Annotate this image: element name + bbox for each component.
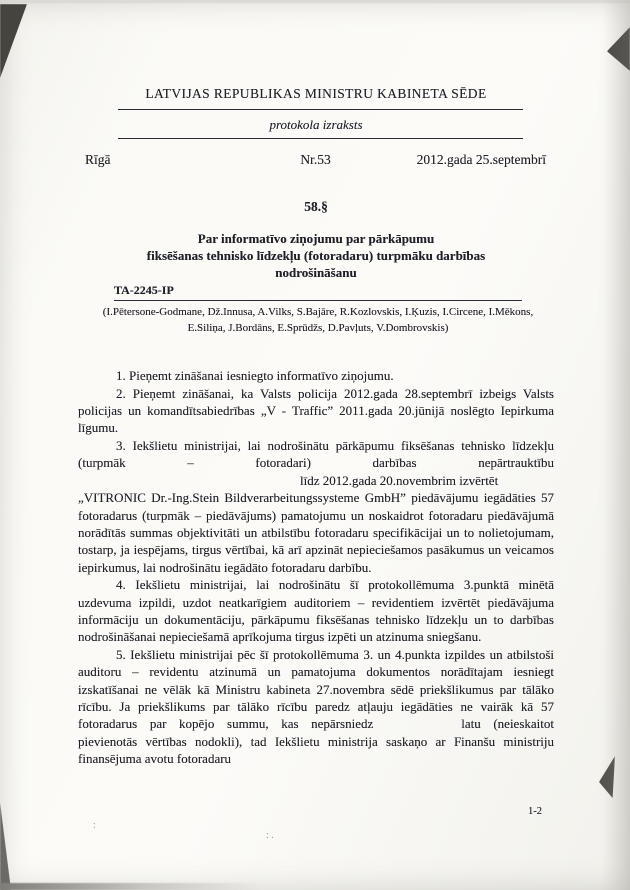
- stray-mark: :: [93, 820, 96, 831]
- page-number: 1-2: [528, 806, 542, 817]
- paragraph-2: 2. Pieņemt zināšanai, ka Valsts policija 2012.gada 28.septembrī izbeigs Valsts policijas un komandītsabiedrības „V - Traffic” 2011.gada 20.jūnijā noslēgto Iepirkuma līgumu.: [78, 385, 554, 436]
- paragraph-3-continued: „VITRONIC Dr.-Ing.Stein Bildverarbeitungssysteme GmbH” piedāvājumu iegādāties 57 fotoradarus (turpmāk – piedāvājums) pamatojumu un noskaidrot fotoradaru piedāvājumā norādītās summas objektivitāti un atbilstību fotoradaru specifikācijai un to nolietojumam, tostarp, ja iespējams, tirgus vērtībai, kā arī apzināt nepieciešamos pasākumus un veicamos iepirkumus, lai nodrošinātu iegādāto fotoradaru darbību.: [78, 490, 554, 575]
- paragraph-5: [78, 646, 554, 768]
- decision-text: [78, 367, 554, 767]
- paragraph-5-before-blank: 5. Iekšlietu ministrijai pēc šī protokollēmuma 3. un 4.punkta izpildes un atbilstoši auditoru – revidentu atzinumā un pamatojuma dokumentos norādītajam iesniegt izskatīšanai ne vēlāk kā Ministru kabineta 27.novembra sēdē priekšlikumus par tālāko rīcību. Ja priekšlikums par tālāko rīcību paredz atļauju iegādāties ne vairāk kā 57 fotoradarus par kopējo summu, kas nepārsniedz: [78, 646, 554, 732]
- meta-place: Rīgā: [85, 152, 111, 167]
- paragraph-3-inset: līdz 2012.gada 20.novembrim izvērtēt: [300, 472, 499, 488]
- meta-date: 2012.gada 25.septembrī: [416, 152, 547, 167]
- subtitle-rule: [118, 138, 523, 139]
- agenda-title: Par informatīvo ziņojumu par pārkāpumu fiksēšanas tehnisko līdzekļu (fotoradaru) turpmāku darbības nodrošināšanu: [146, 231, 486, 281]
- protocol-number: Nr.53: [300, 152, 331, 167]
- document-header: LATVIJAS REPUBLIKAS MINISTRU KABINETA SĒDE: [145, 86, 487, 101]
- header-rule: [118, 109, 523, 110]
- document-type: protokola izraksts: [269, 117, 363, 132]
- reference-code: TA-2245-IP: [114, 283, 174, 298]
- paragraph-5-after-blank: latu (neieskaitot pievienotās vērtības nodokli), tad Iekšlietu ministrija saskaņo ar Finanšu ministriju finansējuma avotu fotoradaru: [78, 716, 554, 767]
- paragraph-3-start: 3. Iekšlietu ministrijai, lai nodrošinātu pārkāpumu fiksēšanas tehnisko līdzekļu (turpmāk – fotoradari) darbības nepārtrauktību: [78, 437, 554, 471]
- paragraph-1: 1. Pieņemt zināšanai iesniegto informatīvo ziņojumu.: [116, 368, 394, 384]
- stray-mark: : .: [266, 830, 274, 841]
- section-number: 58.§: [304, 199, 328, 214]
- participants-list: (I.Pētersone-Godmane, Dž.Innusa, A.Vilks, S.Bajāre, R.Kozlovskis, I.Ķuzis, I.Circene, I.Mēkons, E.Siliņa, J.Bordāns, E.Sprūdžs, D.Pavļuts, V.Dombrovskis): [102, 306, 534, 334]
- meta-row: [78, 152, 554, 168]
- reference-rule: [114, 300, 522, 301]
- paragraph-4: 4. Iekšlietu ministrijai, lai nodrošinātu šī protokollēmuma 3.punktā minētā uzdevuma izpildi, uzdot neatkarīgiem auditoriem – revidentiem izvērtēt piedāvājuma informāciju un dokumentāciju, pārkāpumu fiksēšanas tehnisko līdzekļu un to darbības nodrošināšanai nepieciešamā aprīkojuma tirgus izpēti un atzinuma sniegšanu.: [78, 577, 554, 645]
